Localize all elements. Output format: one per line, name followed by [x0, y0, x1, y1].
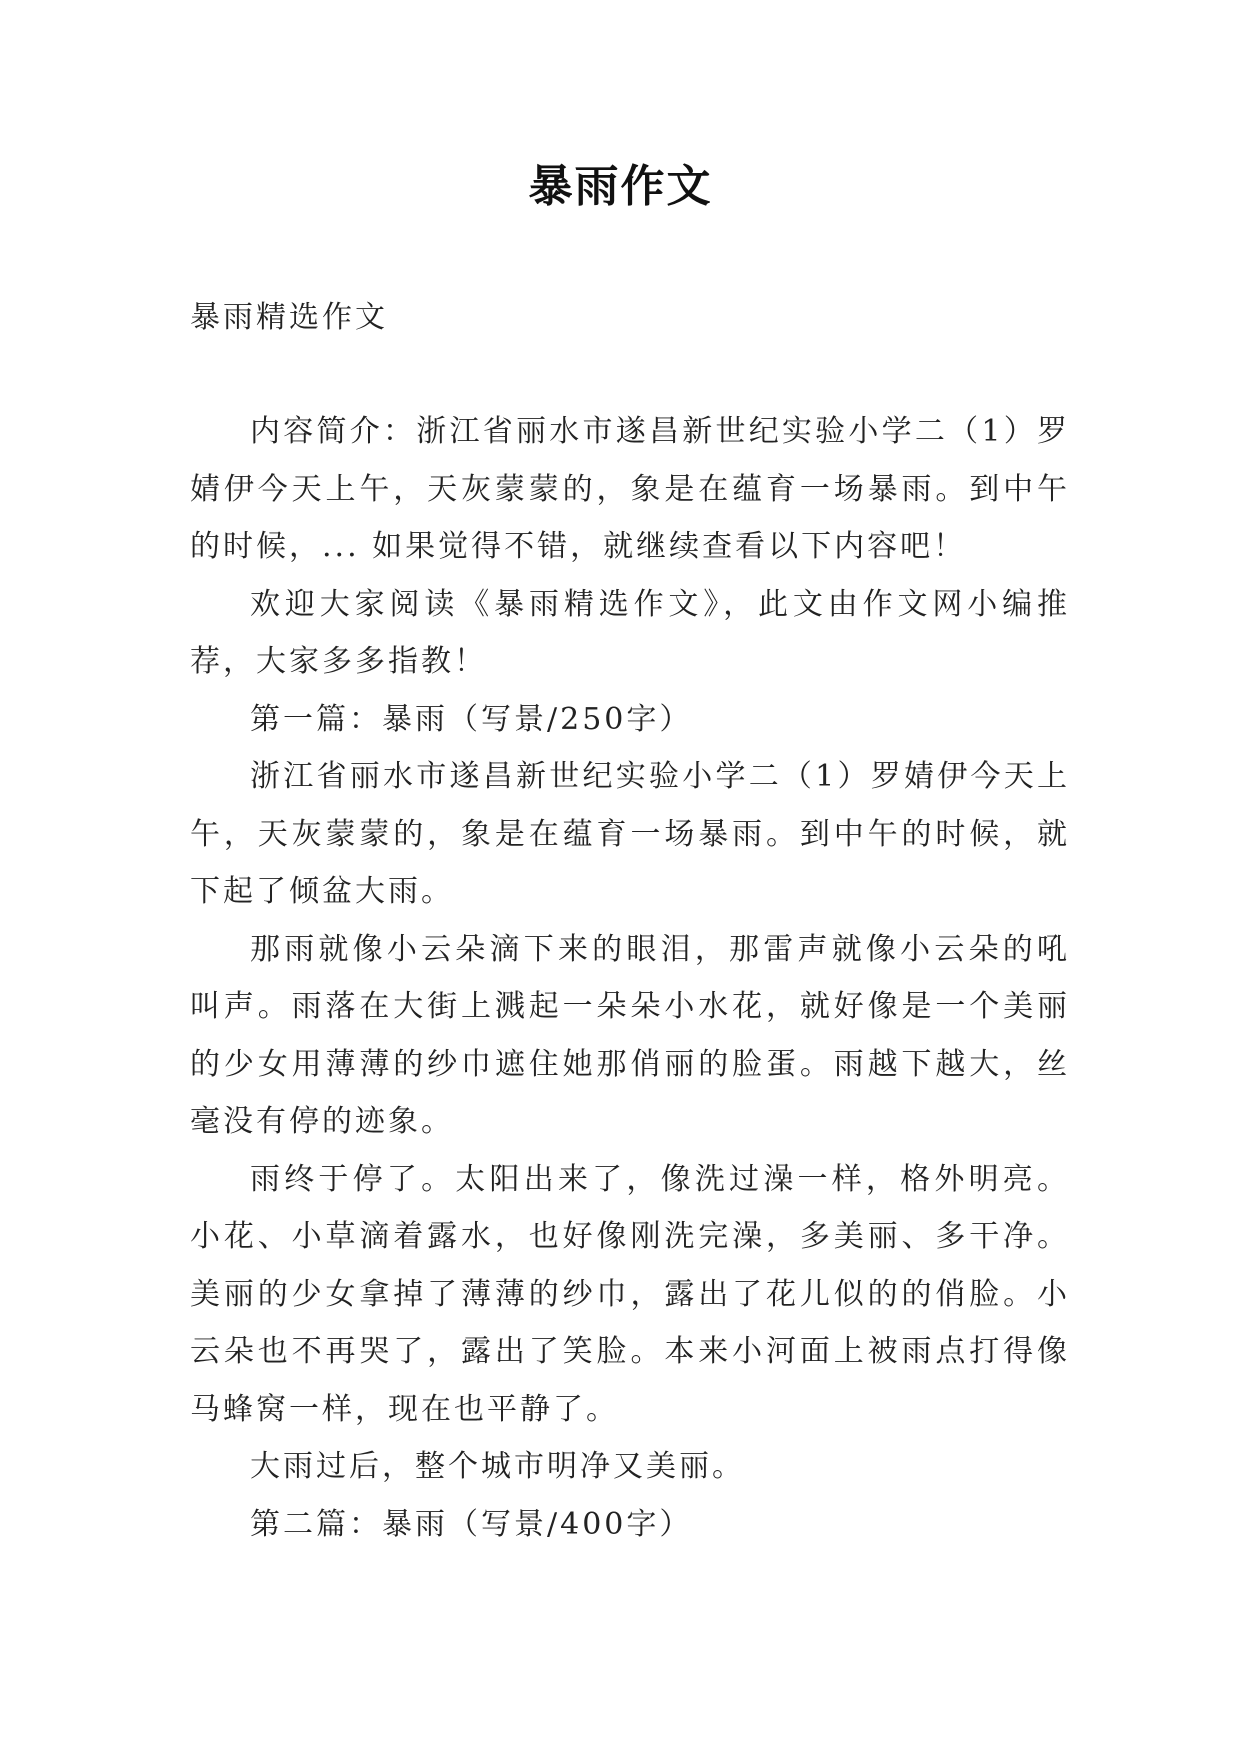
document-subtitle: 暴雨精选作文	[190, 300, 388, 335]
paragraph: 大雨过后，整个城市明净又美丽。	[250, 1449, 745, 1484]
document-body	[190, 403, 1070, 1553]
paragraph-summary: 内容简介：浙江省丽水市遂昌新世纪实验小学二（1）罗婧伊今天上午，天灰蒙蒙的，象是在蕴育一场暴雨。到中午的时候，... 如果觉得不错，就继续查看以下内容吧！	[190, 414, 1070, 564]
paragraph: 雨终于停了。太阳出来了，像洗过澡一样，格外明亮。小花、小草滴着露水，也好像刚洗完澡，多美丽、多干净。美丽的少女拿掉了薄薄的纱巾，露出了花儿似的的俏脸。小云朵也不再哭了，露出了笑脸。本来小河面上被雨点打得像马蜂窝一样，现在也平静了。	[190, 1161, 1070, 1427]
document-title: 暴雨作文	[528, 161, 713, 212]
paragraph: 浙江省丽水市遂昌新世纪实验小学二（1）罗婧伊今天上午，天灰蒙蒙的，象是在蕴育一场暴雨。到中午的时候，就下起了倾盆大雨。	[190, 759, 1070, 909]
section-heading-2: 第二篇：暴雨（写景/400字）	[250, 1506, 693, 1542]
paragraph-welcome: 欢迎大家阅读《暴雨精选作文》，此文由作文网小编推荐，大家多多指教！	[190, 586, 1070, 679]
paragraph: 那雨就像小云朵滴下来的眼泪，那雷声就像小云朵的吼叫声。雨落在大街上溅起一朵朵小水花，就好像是一个美丽的少女用薄薄的纱巾遮住她那俏丽的脸蛋。雨越下越大，丝毫没有停的迹象。	[190, 931, 1070, 1139]
section-heading-1: 第一篇：暴雨（写景/250字）	[250, 701, 693, 737]
